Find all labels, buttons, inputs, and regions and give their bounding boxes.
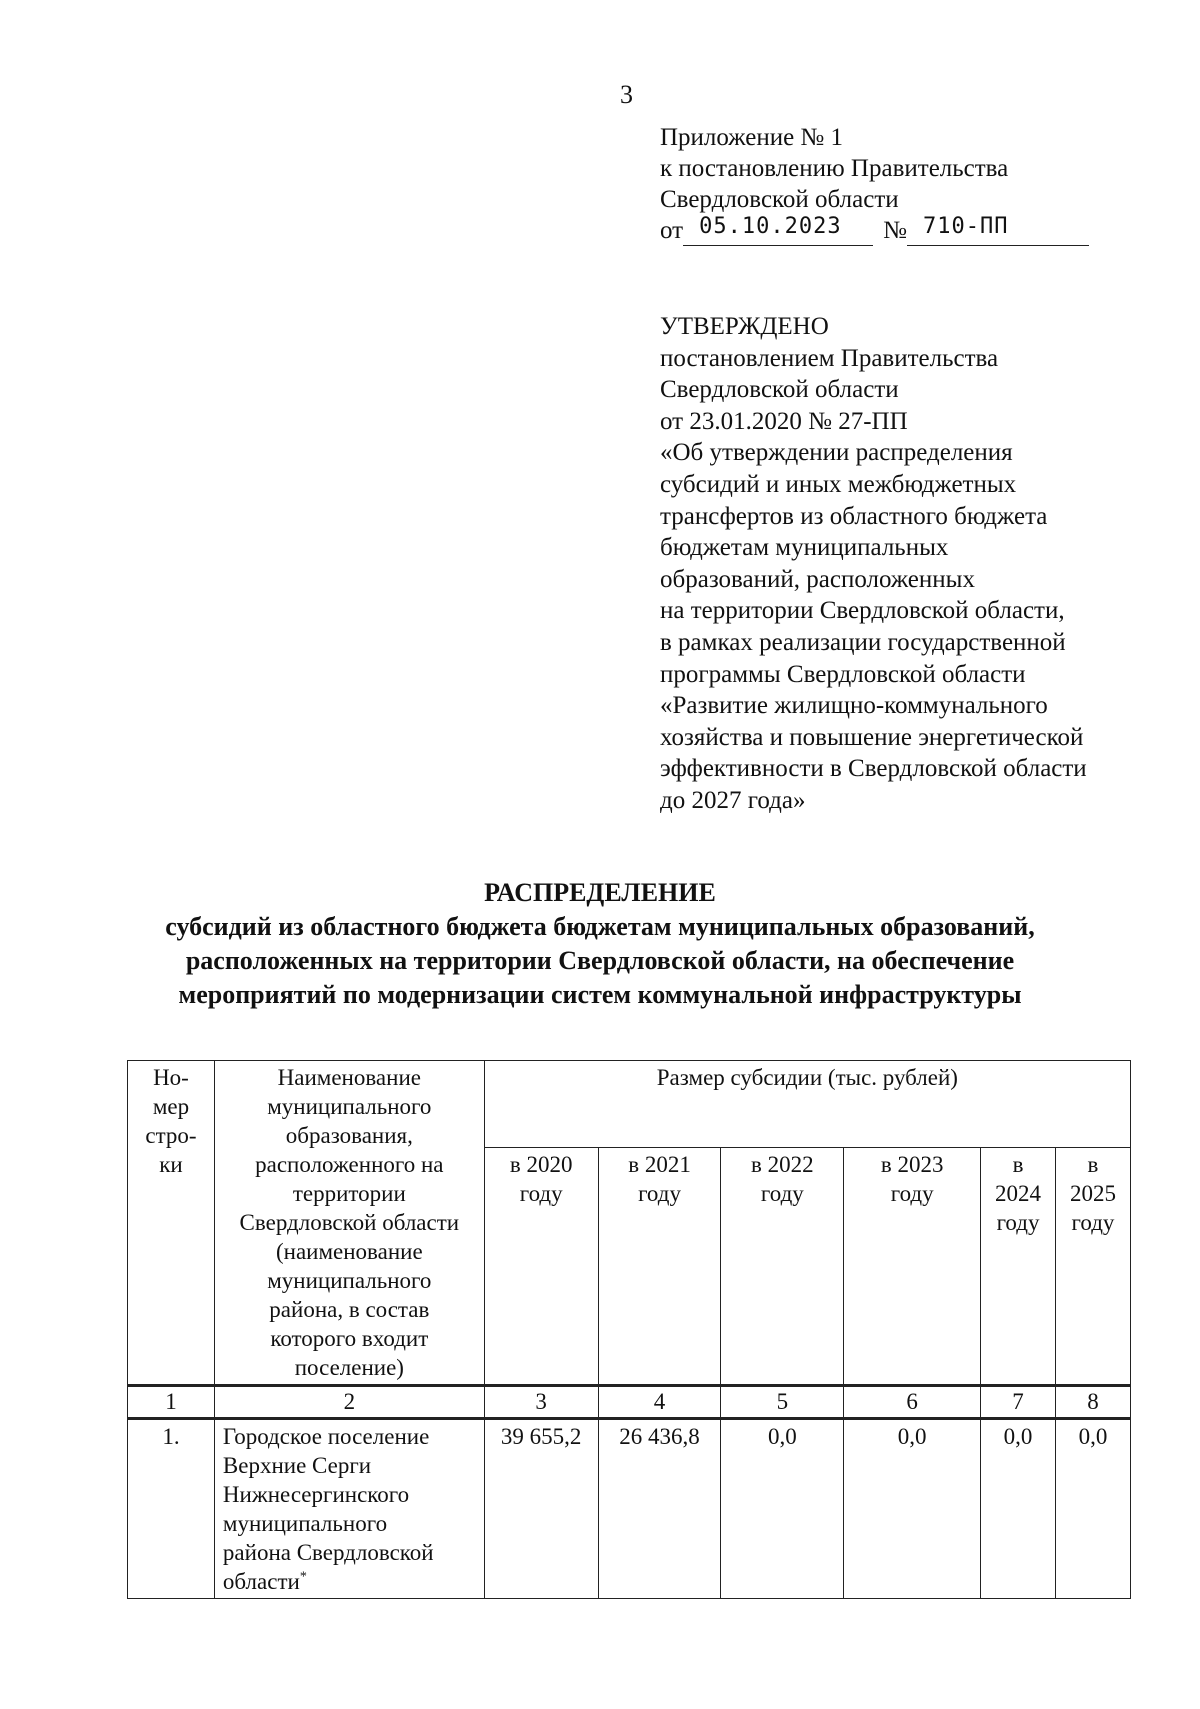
approval-line: «Об утверждении распределения [660,439,1013,467]
header-row-number [128,1061,215,1386]
header-text: 2025 [1069,1181,1116,1206]
header-text: расположенного на [255,1152,444,1177]
name-line: Верхние Серги [222,1453,372,1478]
table-row [128,1419,1131,1599]
approval-line: постановлением Правительства [660,344,999,372]
date-prefix: от [660,217,684,244]
header-year-2020 [484,1148,598,1386]
header-text: муниципального [267,1268,432,1293]
header-text: территории [292,1181,406,1206]
approval-line: до 2027 года» [660,786,806,814]
approval-line: от 23.01.2020 № 27-ПП [660,407,908,435]
number-value: 710-ПП [922,214,1009,239]
column-number: 5 [721,1386,844,1419]
header-text: Свердловской области [239,1210,460,1235]
column-number: 1 [128,1386,215,1419]
header-subsidy-group: Размер субсидии (тыс. рублей) [484,1061,1130,1148]
row-number: 1. [128,1419,215,1599]
header-text: году [1071,1210,1115,1235]
approval-line: «Развитие жилищно-коммунального [660,692,1048,720]
appendix-line: к постановлению Правительства [660,155,1009,182]
name-line-last [223,1567,480,1596]
appendix-date-line [660,215,1089,246]
header-text: в 2022 [751,1152,814,1177]
approval-line: в рамках реализации государственной [660,628,1066,656]
number-prefix: № [883,217,907,244]
header-text: района, в состав [269,1297,430,1322]
name-line: района Свердловской [222,1540,434,1565]
appendix-line: Приложение № 1 [660,124,844,151]
value-2025: 0,0 [1055,1419,1130,1599]
title-line: мероприятий по модернизации систем коммунальной инфраструктуры [178,980,1022,1009]
header-year-2022 [721,1148,844,1386]
municipality-name [214,1419,484,1599]
approval-line: эффективности в Свердловской области [660,755,1087,783]
column-number: 6 [844,1386,981,1419]
approval-block [660,311,1087,817]
header-text: году [519,1181,563,1206]
title-line: расположенных на территории Свердловской области, на обеспечение [185,946,1015,975]
header-year-2025 [1055,1148,1130,1386]
approval-line: Свердловской области [660,376,899,404]
header-text: в [1087,1152,1099,1177]
document-title [0,876,1200,1012]
header-text: поселение) [294,1355,404,1380]
header-text: году [638,1181,681,1206]
approval-line: субсидий и иных межбюджетных [660,470,1017,498]
header-year-2023 [844,1148,981,1386]
number-blank [907,215,1089,246]
header-text: Но- [153,1065,189,1090]
value-2022: 0,0 [721,1419,844,1599]
column-number-row [128,1386,1131,1419]
header-text: мер [152,1094,190,1119]
approval-line: на территории Свердловской области, [660,597,1065,625]
approval-line: бюджетам муниципальных [660,534,949,562]
header-text: стро- [145,1123,197,1148]
footnote-mark: * [299,1569,307,1585]
header-year-2021 [598,1148,721,1386]
name-line: Городское поселение [222,1424,430,1449]
header-text: в 2021 [628,1152,691,1177]
title-line: субсидий из областного бюджета бюджетам муниципальных образований, [165,912,1035,941]
value-2024: 0,0 [981,1419,1056,1599]
appendix-block [660,122,1089,246]
header-text: 2024 [995,1181,1042,1206]
approval-line: хозяйства и повышение энергетической [660,723,1084,751]
header-text: в 2020 [509,1152,573,1177]
header-text: Наименование [277,1065,421,1090]
header-text: которого входит [270,1326,429,1351]
column-number: 3 [484,1386,598,1419]
header-year-2024 [981,1148,1056,1386]
header-text: в 2023 [880,1152,944,1177]
name-line: муниципального [222,1511,388,1536]
header-text: образования, [285,1123,413,1148]
header-text: году [890,1181,934,1206]
table-header-row [128,1061,1131,1148]
appendix-line: Свердловской области [660,186,899,213]
name-line: области [222,1569,300,1594]
column-number: 7 [981,1386,1056,1419]
approval-heading: УТВЕРЖДЕНО [660,313,829,340]
value-2020: 39 655,2 [484,1419,598,1599]
header-text: (наименование [276,1239,423,1264]
approval-line: образований, расположенных [660,565,975,593]
column-number: 8 [1055,1386,1130,1419]
name-line: Нижнесергинского [222,1482,410,1507]
header-text: году [760,1181,804,1206]
header-municipality-name [214,1061,484,1386]
header-text: муниципального [267,1094,432,1119]
header-text: ки [159,1152,183,1177]
header-text: году [996,1210,1040,1235]
distribution-table [127,1060,1131,1599]
value-2023: 0,0 [844,1419,981,1599]
column-number: 4 [598,1386,721,1419]
page-number: 3 [620,80,633,109]
approval-line: трансфертов из областного бюджета [660,502,1048,530]
title-heading: РАСПРЕДЕЛЕНИЕ [484,878,716,907]
value-2021: 26 436,8 [598,1419,721,1599]
column-number: 2 [214,1386,484,1419]
header-text: в [1012,1152,1024,1177]
date-blank [683,215,873,246]
approval-line: программы Свердловской области [660,660,1026,688]
date-value: 05.10.2023 [699,214,842,239]
